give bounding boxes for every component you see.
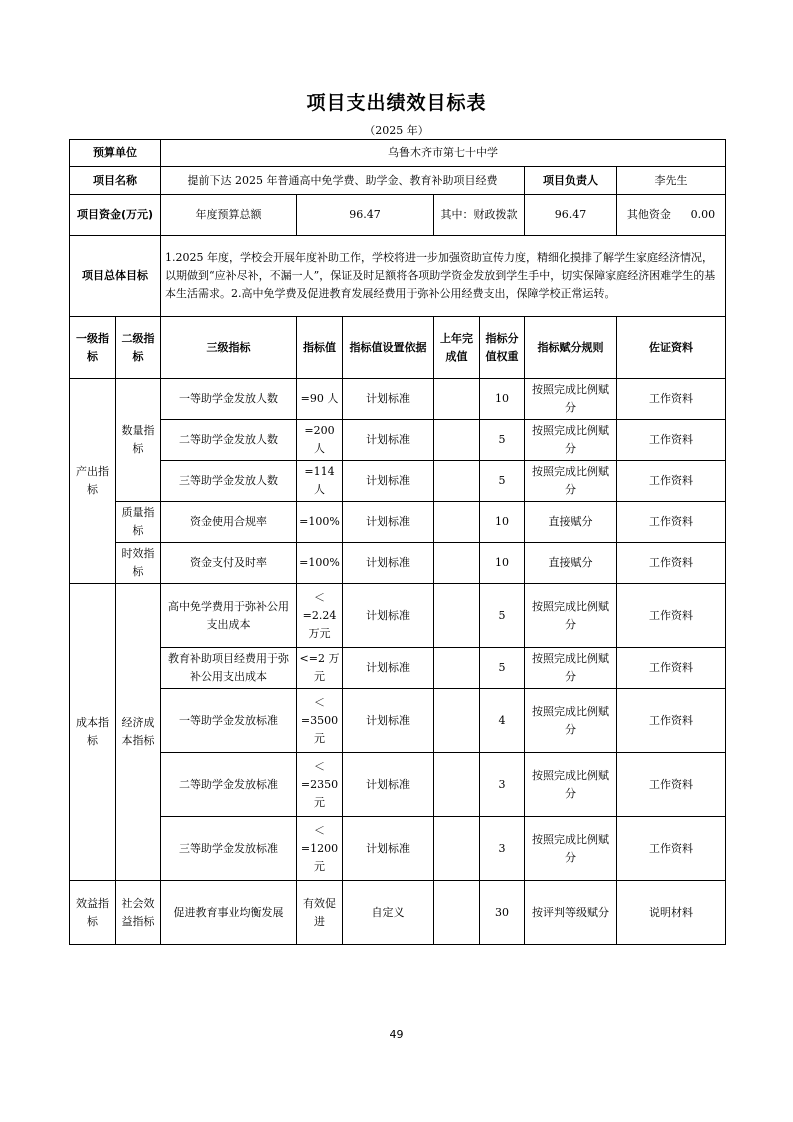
indicator-last-year — [434, 420, 480, 461]
indicator-evidence: 工作资料 — [617, 817, 726, 881]
indicator-last-year — [434, 753, 480, 817]
indicator-weight: 30 — [480, 881, 525, 945]
indicator-weight: 5 — [480, 584, 525, 648]
indicator-name: 二等助学金发放标准 — [161, 753, 297, 817]
indicator-last-year — [434, 817, 480, 881]
project-name-label: 项目名称 — [70, 167, 161, 195]
group-quantity: 数量指标 — [116, 379, 161, 502]
indicator-rule: 直接赋分 — [525, 502, 617, 543]
col-evidence: 佐证资料 — [617, 317, 726, 379]
fiscal-label: 其中：财政拨款 — [434, 195, 525, 236]
page-title: 项目支出绩效目标表 — [306, 92, 487, 114]
indicator-last-year — [434, 502, 480, 543]
table-row — [70, 881, 726, 945]
indicator-basis: 计划标准 — [343, 543, 434, 584]
table-row — [70, 543, 726, 584]
indicator-rule: 按照完成比例赋分 — [525, 420, 617, 461]
table-row — [70, 753, 726, 817]
other-value-cell — [617, 195, 726, 236]
unit-row — [70, 140, 726, 167]
indicator-rule: 按照完成比例赋分 — [525, 379, 617, 420]
indicator-name: 资金使用合规率 — [161, 502, 297, 543]
indicator-evidence: 工作资料 — [617, 689, 726, 753]
indicator-rule: 按评判等级赋分 — [525, 881, 617, 945]
fiscal-value: 96.47 — [525, 195, 617, 236]
indicator-weight: 10 — [480, 379, 525, 420]
indicator-evidence: 说明材料 — [617, 881, 726, 945]
indicator-rule: 按照完成比例赋分 — [525, 648, 617, 689]
project-name-row — [70, 167, 726, 195]
indicator-value: =100% — [297, 502, 343, 543]
year-label: （2025 年） — [364, 124, 429, 137]
funds-row — [70, 195, 726, 236]
indicator-name: 促进教育事业均衡发展 — [161, 881, 297, 945]
indicator-basis: 计划标准 — [343, 689, 434, 753]
col-value: 指标值 — [297, 317, 343, 379]
page-number: 49 — [389, 1028, 404, 1041]
indicator-weight: 3 — [480, 817, 525, 881]
indicator-value: =90 人 — [297, 379, 343, 420]
table-row — [70, 502, 726, 543]
table-row — [70, 648, 726, 689]
indicator-evidence: 工作资料 — [617, 648, 726, 689]
indicator-name: 教育补助项目经费用于弥补公用支出成本 — [161, 648, 297, 689]
indicator-name: 二等助学金发放人数 — [161, 420, 297, 461]
indicator-value: ＜=3500 元 — [297, 689, 343, 753]
indicator-evidence: 工作资料 — [617, 420, 726, 461]
indicator-value: =100% — [297, 543, 343, 584]
indicator-basis: 计划标准 — [343, 817, 434, 881]
indicator-rule: 按照完成比例赋分 — [525, 584, 617, 648]
group-quality: 质量指标 — [116, 502, 161, 543]
indicator-evidence: 工作资料 — [617, 753, 726, 817]
indicator-value: <=2 万元 — [297, 648, 343, 689]
manager-value: 李先生 — [617, 167, 726, 195]
col-rule: 指标赋分规则 — [525, 317, 617, 379]
col-level1: 一级指标 — [70, 317, 116, 379]
unit-label: 预算单位 — [70, 140, 161, 167]
goal-row — [70, 236, 726, 317]
table-row — [70, 689, 726, 753]
indicator-name: 一等助学金发放标准 — [161, 689, 297, 753]
indicator-basis: 计划标准 — [343, 420, 434, 461]
indicator-basis: 计划标准 — [343, 502, 434, 543]
indicator-basis: 自定义 — [343, 881, 434, 945]
goal-label: 项目总体目标 — [70, 236, 161, 317]
indicator-value: =200 人 — [297, 420, 343, 461]
indicator-weight: 10 — [480, 502, 525, 543]
indicator-evidence: 工作资料 — [617, 502, 726, 543]
group-cost: 成本指标 — [70, 584, 116, 881]
annual-value: 96.47 — [297, 195, 434, 236]
indicator-weight: 5 — [480, 461, 525, 502]
indicator-basis: 计划标准 — [343, 461, 434, 502]
indicator-basis: 计划标准 — [343, 753, 434, 817]
indicator-value: ＜=2350 元 — [297, 753, 343, 817]
other-value: 0.00 — [690, 208, 716, 221]
col-last-year: 上年完成值 — [434, 317, 480, 379]
unit-value: 乌鲁木齐市第七十中学 — [161, 140, 726, 167]
indicator-evidence: 工作资料 — [617, 379, 726, 420]
indicator-rule: 按照完成比例赋分 — [525, 753, 617, 817]
indicator-basis: 计划标准 — [343, 379, 434, 420]
indicator-evidence: 工作资料 — [617, 461, 726, 502]
indicator-value: =114 人 — [297, 461, 343, 502]
performance-table — [69, 139, 726, 945]
table-row — [70, 584, 726, 648]
indicator-evidence: 工作资料 — [617, 543, 726, 584]
indicator-value: ＜=2.24 万元 — [297, 584, 343, 648]
indicator-name: 资金支付及时率 — [161, 543, 297, 584]
col-weight: 指标分值权重 — [480, 317, 525, 379]
indicator-rule: 按照完成比例赋分 — [525, 689, 617, 753]
group-benefit: 效益指标 — [70, 881, 116, 945]
funds-label: 项目资金(万元) — [70, 195, 161, 236]
indicator-weight: 4 — [480, 689, 525, 753]
indicator-value: 有效促进 — [297, 881, 343, 945]
other-label: 其他资金 — [626, 208, 671, 221]
table-row — [70, 461, 726, 502]
indicator-name: 高中免学费用于弥补公用支出成本 — [161, 584, 297, 648]
indicator-weight: 3 — [480, 753, 525, 817]
indicator-name: 一等助学金发放人数 — [161, 379, 297, 420]
table-row — [70, 379, 726, 420]
indicator-last-year — [434, 689, 480, 753]
indicator-basis: 计划标准 — [343, 648, 434, 689]
indicator-evidence: 工作资料 — [617, 584, 726, 648]
indicator-weight: 10 — [480, 543, 525, 584]
goal-text: 1.2025 年度，学校会开展年度补助工作，学校将进一步加强资助宣传力度，精细化摸排了解学生家庭经济情况，以期做到“应补尽补，不漏一人”，保证及时足额将各项助学资金发放到学生手中，切实保障家庭经济困难学生的基本生活需求。2.高中免学费及促进教育发展经费用于弥补公用经费支出，保障学校正常运转。 — [161, 236, 726, 317]
group-output: 产出指标 — [70, 379, 116, 584]
col-level3: 三级指标 — [161, 317, 297, 379]
indicator-last-year — [434, 379, 480, 420]
indicator-weight: 5 — [480, 648, 525, 689]
col-basis: 指标值设置依据 — [343, 317, 434, 379]
group-economic: 经济成本指标 — [116, 584, 161, 881]
col-level2: 二级指标 — [116, 317, 161, 379]
indicator-last-year — [434, 881, 480, 945]
group-social: 社会效益指标 — [116, 881, 161, 945]
indicator-rule: 按照完成比例赋分 — [525, 817, 617, 881]
indicator-rule: 直接赋分 — [525, 543, 617, 584]
indicator-weight: 5 — [480, 420, 525, 461]
table-row — [70, 420, 726, 461]
indicator-last-year — [434, 543, 480, 584]
project-name-value: 提前下达 2025 年普通高中免学费、助学金、教育补助项目经费 — [161, 167, 525, 195]
table-row — [70, 817, 726, 881]
indicator-last-year — [434, 461, 480, 502]
indicator-name: 三等助学金发放标准 — [161, 817, 297, 881]
indicator-value: ＜=1200 元 — [297, 817, 343, 881]
group-timeliness: 时效指标 — [116, 543, 161, 584]
indicator-basis: 计划标准 — [343, 584, 434, 648]
indicator-name: 三等助学金发放人数 — [161, 461, 297, 502]
manager-label: 项目负责人 — [525, 167, 617, 195]
indicator-rule: 按照完成比例赋分 — [525, 461, 617, 502]
indicator-last-year — [434, 648, 480, 689]
annual-label: 年度预算总额 — [161, 195, 297, 236]
indicator-last-year — [434, 584, 480, 648]
column-header-row — [70, 317, 726, 379]
